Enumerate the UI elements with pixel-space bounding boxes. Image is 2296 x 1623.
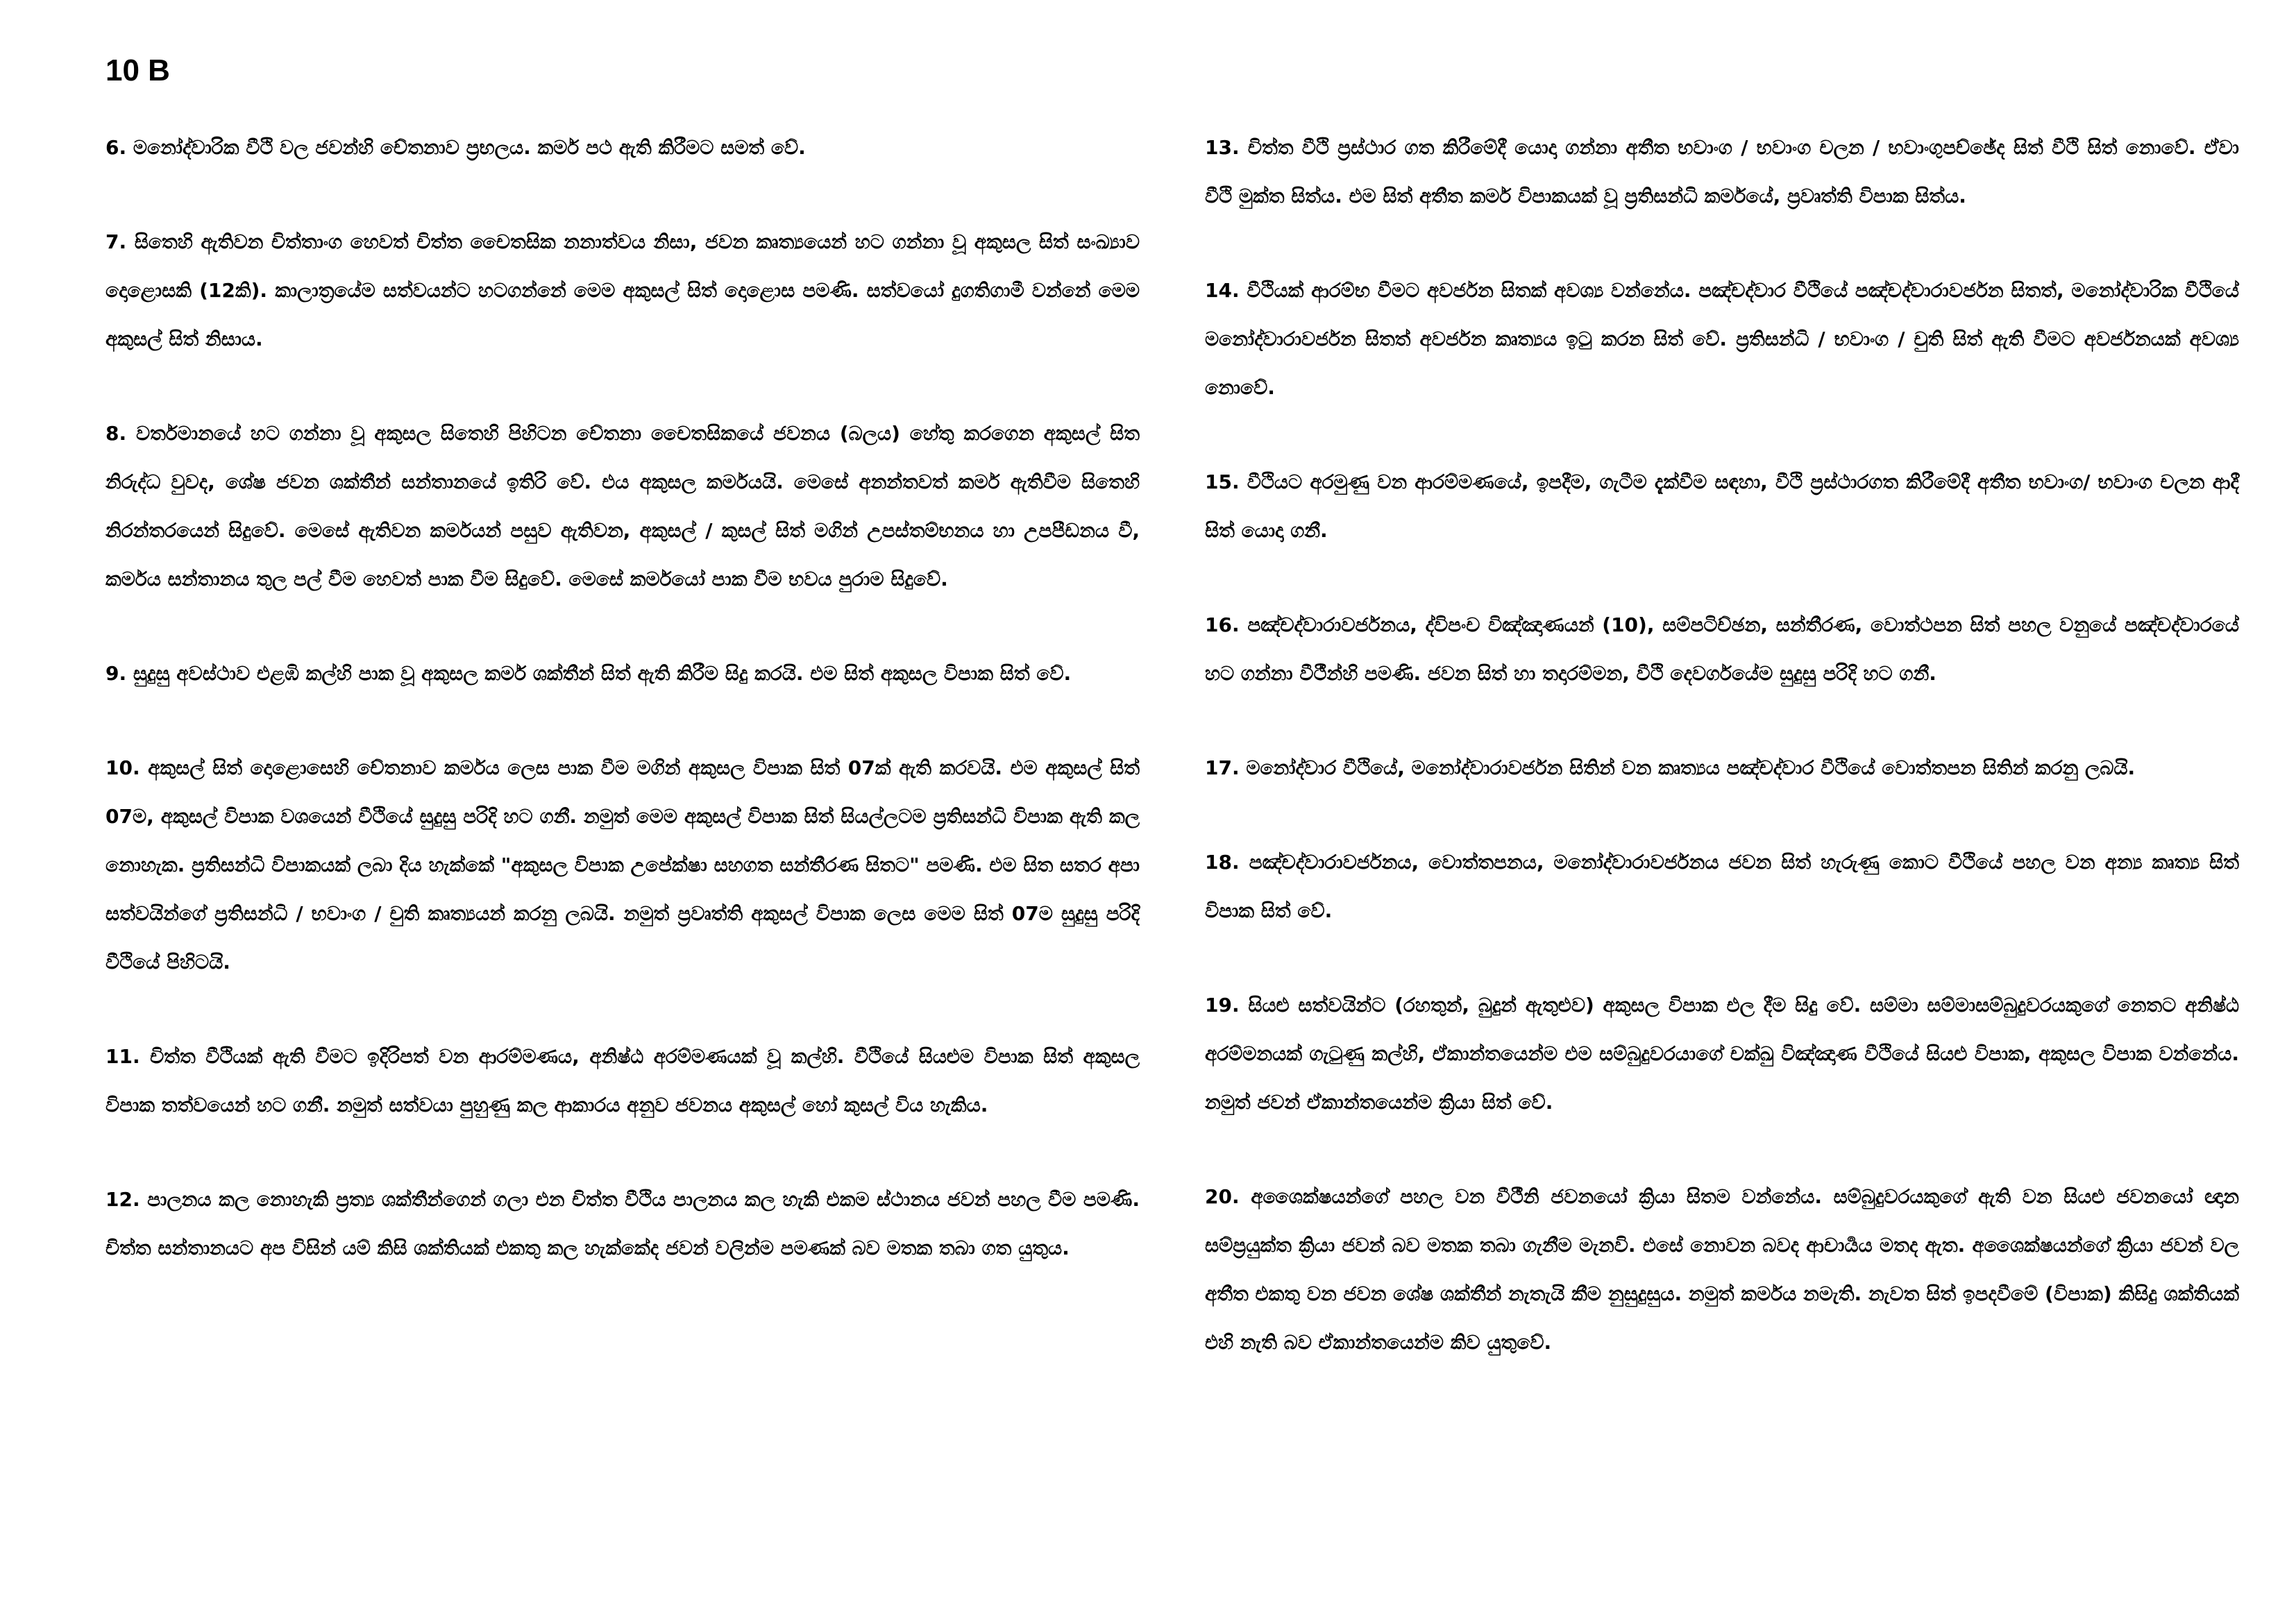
paragraph-11: 11. චිත්ත වීථියක් ඇති වීමට ඉදිරිපත් වන ආරම්මණය, අනිෂ්ඨ අරම්මණයක් වූ කල්හි. වීථියේ සියළුම විපාක සිත් අකුසල විපාක තත්වයෙන් හට ගනී. නමුත් සත්වයා පුහුණු කල ආකාරය අනුව ජවනය අකුසල් හෝ කුසල් විය හැකිය. xyxy=(105,1045,1140,1116)
page-heading: 10 B xyxy=(105,53,170,87)
paragraph-18: 18. පඤ්චද්වාරාවර්ජනය, වොත්තපනය, මනෝද්වාරාවර්ජනය ජවන සිත් හැරුණු කොට වීථියේ පහල වන අන්‍ය කෘත්‍ය සිත් විපාක සිත් වේ. xyxy=(1205,851,2239,922)
paragraph-10: 10. අකුසල් සිත් දොළොසෙහි චේතනාව කර්මය ලෙස පාක වීම මගින් අකුසල විපාක සිත් 07ක් ඇති කරවයි. එම අකුසල් සිත් 07ම, අකුසල් විපාක වශයෙන් වීථියේ සුදුසු පරිදි හට ගනී. නමුත් මෙම අකුසල් විපාක සිත් සියල්ලටම ප්‍රතිසන්ධි විපාක ඇති කල නොහැක. ප්‍රතිසන්ධි විපාකයක් ලබා දිය හැක්කේ "අකුසල විපාක උපේක්ෂා සහගත සන්තීරණ සිතට" පමණි. එම සිත සතර අපා සත්වයින්ගේ ප්‍රතිසන්ධි / භවාංග / චුති කෘත්‍යයන් කරනු ලබයි. නමුත් ප්‍රවෘත්ති අකුසල් විපාක ලෙස මෙම සිත් 07ම සුදුසු පරිදි වීථියේ පිහිටයි. xyxy=(105,756,1140,974)
paragraph-15: 15. වීථියට අරමුණු වන ආරම්මණයේ, ඉපදීම, ගැටීම දැක්වීම සඳහා, වීථි ප්‍රස්ථාරගත කිරීමේදී අතීත භවාංග/ භවාංග චලන ආදී සිත් යොදා ගනී. xyxy=(1205,470,2239,542)
paragraph-12: 12. පාලනය කල නොහැකි ප්‍රත්‍ය ශක්තීන්ගෙන් ගලා එන චිත්ත වීථිය පාලනය කල හැකි එකම ස්ථානය ජවන් පහල වීම පමණි. චිත්ත සන්තානයට අප විසින් යම් කිසි ශක්තියක් එකතු කල හැක්කේද ජවන් වලින්ම පමණක් බව මතක තබා ගත යුතුය. xyxy=(105,1188,1140,1259)
paragraph-8: 8. වර්තමානයේ හට ගන්නා වූ අකුසල සිතෙහි පිහිටන චේතනා චෛතසිකයේ ජවනය (බලය) හේතු කරගෙන අකුසල් සිත නිරුද්ධ වුවද, ශේෂ ජවන ශක්තීන් සන්තානයේ ඉතිරි වේ. එය අකුසල කර්මයයි. මෙසේ අනන්තවත් කර්ම ඇතිවීම සිතෙහි නිරන්තරයෙන් සිදුවේ. මෙසේ ඇතිවන කර්මයන් පසුව ඇතිවන, අකුසල් / කුසල් සිත් මගින් උපස්තම්භනය හා උපපීඩනය වී, කර්මය සන්තානය තුල පල් වීම හෙවත් පාක වීම සිදුවේ. මෙසේ කර්මයෝ පාක වීම භවය පුරාම සිදුවේ. xyxy=(105,422,1140,590)
left-column xyxy=(105,124,1140,1318)
right-column xyxy=(1205,124,2239,1413)
paragraph-17: 17. මනෝද්වාර වීථියේ, මනෝද්වාරාවර්ජන සිතින් වන කෘත්‍යය පඤ්චද්වාර වීථියේ වොත්තපන සිතින් කරනු ලබයි. xyxy=(1205,756,2136,779)
paragraph-9: 9. සුදුසු අවස්ථාව එළඹි කල්හි පාක වූ අකුසල කර්ම ශක්තීන් සිත් ඇති කිරීම සිදු කරයි. එම සිත් අකුසල විපාක සිත් වේ. xyxy=(105,662,1072,685)
paragraph-14: 14. වීථියක් ආරම්භ වීමට අවර්ජන සිතක් අවශ්‍ය වන්නේය. පඤ්චද්වාර වීථියේ පඤ්චද්වාරාවර්ජන සිතත්, මනෝද්වාරික වීථියේ මනෝද්වාරාවර්ජන සිතත් අවර්ජන කෘත්‍යය ඉටු කරන සිත් වේ. ප්‍රතිසන්ධි / භවාංග / චුති සිත් ඇති වීමට අවර්ජනයක් අවශ්‍ය නොවේ. xyxy=(1205,279,2239,399)
paragraph-20: 20. අශෛක්ෂයන්ගේ පහල වන වීථීනි ජවනයෝ ක්‍රියා සිතම වන්නේය. සම්බුදුවරයකුගේ ඇති වන සියළු ජවනයෝ ඥාන සම්ප්‍රයුක්ත ක්‍රියා ජවන් බව මතක තබා ගැනීම මැනවි. එසේ නොවන බවද ආචාර්‍යය මතද ඇත. අශෛක්ෂයන්ගේ ක්‍රියා ජවන් වල අතීත එකතු වන ජවන ශේෂ ශක්තීන් නැතැයි කීම නුසුදුසුය. නමුත් කර්මය නමැති. නැවත සිත් ඉපදවීමේ (විපාක) කිසිදු ශක්තියක් එහි නැති බව ඒකාන්තයෙන්ම කිව යුතුවේ. xyxy=(1205,1185,2239,1354)
paragraph-6: 6. මනෝද්වාරික වීථි වල ජවන්හි චේතනාව ප්‍රභලය. කර්ම පථ ඇති කිරීමට සමත් වේ. xyxy=(105,136,806,159)
paragraph-16: 16. පඤ්චද්වාරාවර්ජනය, ද්විපංච විඤ්ඤාණයන් (10), සම්පටිච්ඡන, සන්තීරණ, වොත්ථපන සිත් පහල වනුයේ පඤ්චද්වාරයේ හට ගන්නා වීථීන්හි පමණි. ජවන සිත් හා තදාරම්මන, වීථි දෙවර්ගයේම සුදුසු පරිදි හට ගනී. xyxy=(1205,613,2239,685)
paragraph-7: 7. සිතෙහි ඇතිවන චිත්තාංග හෙවත් චිත්ත චෛතසික නනාත්වය නිසා, ජවන කෘත්‍යයෙන් හට ගන්නා වූ අකුසල සිත් සංඛ්‍යාව දොළොසකි (12කි). කාලාත්‍රයේම සත්වයන්ට හටගන්නේ මෙම අකුසල් සිත් දොළොස පමණි. සත්වයෝ දුගතිගාමී වන්නේ මෙම අකුසල් සිත් නිසාය. xyxy=(105,230,1140,350)
paragraph-13: 13. චිත්ත වීථි ප්‍රස්ථාර ගත කිරීමේදී යොදා ගන්නා අතීත භවාංග / භවාංග චලන / භවාංගුපච්ඡේද සිත් වීථි සිත් නොවේ. ඒවා වීථි මුක්ත සිත්ය. එම සිත් අතීත කර්ම විපාකයක් වූ ප්‍රතිසන්ධි කර්මයේ, ප්‍රවෘත්ති විපාක සිත්ය. xyxy=(1205,136,2239,207)
paragraph-19: 19. සියළු සත්වයින්ට (රහතුන්, බුදුන් ඇතුළුව) අකුසල විපාක එල දීම සිදු වේ. සම්මා සම්මාසම්බුදුවරයකුගේ නෙතට අනිෂ්ඨ අරම්මනයක් ගැටුණු කල්හි, ඒකාන්තයෙන්ම එම සම්බුදුවරයාගේ චක්ඛු විඤ්ඤාණ වීථියේ සියළු විපාක, අකුසල විපාක වන්නේය. නමුත් ජවන් ඒකාන්තයෙන්ම ක්‍රියා සිත් වේ. xyxy=(1205,994,2239,1114)
